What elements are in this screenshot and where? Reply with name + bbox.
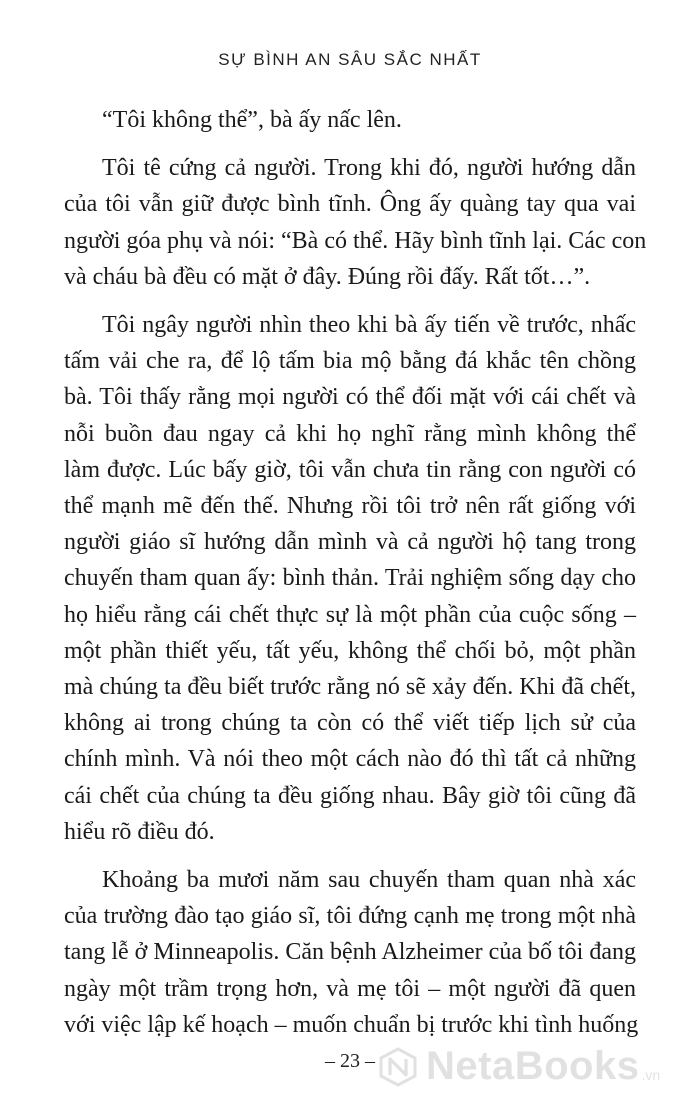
text-line: chuyến tham quan ấy: bình thản. Trải nghiệm sống dạy cho	[64, 565, 636, 592]
text-line: tang lễ ở Minneapolis. Căn bệnh Alzheimer của bố tôi đang	[64, 939, 636, 966]
netabooks-watermark	[378, 1044, 660, 1089]
text-line: họ hiểu rằng cái chết thực sự là một phần của cuộc sống –	[64, 601, 636, 628]
text-line: không ai trong chúng ta còn có thể viết tiếp lịch sử của	[64, 710, 636, 737]
netabooks-logo-icon	[378, 1047, 418, 1087]
text-line: Khoảng ba mươi năm sau chuyến tham quan nhà xác	[102, 867, 636, 894]
text-line: thể mạnh mẽ đến thế. Nhưng rồi tôi trở nên rất giống với	[64, 493, 636, 520]
text-line: Tôi ngây người nhìn theo khi bà ấy tiến về trước, nhấc	[102, 312, 636, 339]
watermark-text: NetaBooks	[426, 1044, 640, 1088]
text-line: ngày một trầm trọng hơn, và mẹ tôi – một người đã quen	[64, 975, 636, 1002]
text-line: mà chúng ta đều biết trước rằng nó sẽ xảy đến. Khi đã chết,	[64, 674, 636, 701]
text-line: “Tôi không thể”, bà ấy nấc lên.	[102, 107, 402, 133]
text-line: hiểu rõ điều đó.	[64, 818, 215, 845]
text-line: bà. Tôi thấy rằng mọi người có thể đối mặt với cái chết và	[64, 384, 636, 411]
text-line: chính mình. Và nói theo một cách nào đó thì tất cả những	[64, 746, 636, 773]
page-body	[64, 102, 647, 1043]
text-line: với việc lập kế hoạch – muốn chuẩn bị trước khi tình huống	[64, 1011, 639, 1038]
watermark-suffix: .vn	[641, 1067, 661, 1083]
paragraph	[64, 307, 636, 850]
text-line: làm được. Lúc bấy giờ, tôi vẫn chưa tin rằng con người có	[64, 456, 636, 483]
text-line: của trường đào tạo giáo sĩ, tôi đứng cạnh mẹ trong một nhà	[64, 903, 636, 930]
text-line: một phần thiết yếu, tất yếu, không thể chối bỏ, một phần	[64, 637, 636, 664]
paragraph	[64, 150, 647, 295]
text-line: người góa phụ và nói: “Bà có thể. Hãy bình tĩnh lại. Các con	[64, 227, 647, 254]
text-line: của tôi vẫn giữ được bình tĩnh. Ông ấy quàng tay qua vai	[64, 191, 636, 218]
text-line: người giáo sĩ hướng dẫn mình và cả người hộ tang trong	[64, 529, 636, 556]
paragraph	[64, 862, 639, 1043]
text-line: cái chết của chúng ta đều giống nhau. Bây giờ tôi cũng đã	[64, 782, 636, 809]
page-number: – 23 –	[325, 1050, 375, 1072]
running-title: SỰ BÌNH AN SÂU SẮC NHẤT	[218, 50, 482, 69]
text-line: Tôi tê cứng cả người. Trong khi đó, người hướng dẫn	[102, 155, 636, 182]
text-line: và cháu bà đều có mặt ở đây. Đúng rồi đấy. Rất tốt…”.	[64, 263, 591, 290]
paragraph	[64, 102, 636, 138]
text-line: tấm vải che ra, để lộ tấm bia mộ bằng đá khắc tên chồng	[64, 348, 636, 375]
text-line: nỗi buồn đau ngay cả khi họ nghĩ rằng mình không thể	[64, 420, 636, 447]
